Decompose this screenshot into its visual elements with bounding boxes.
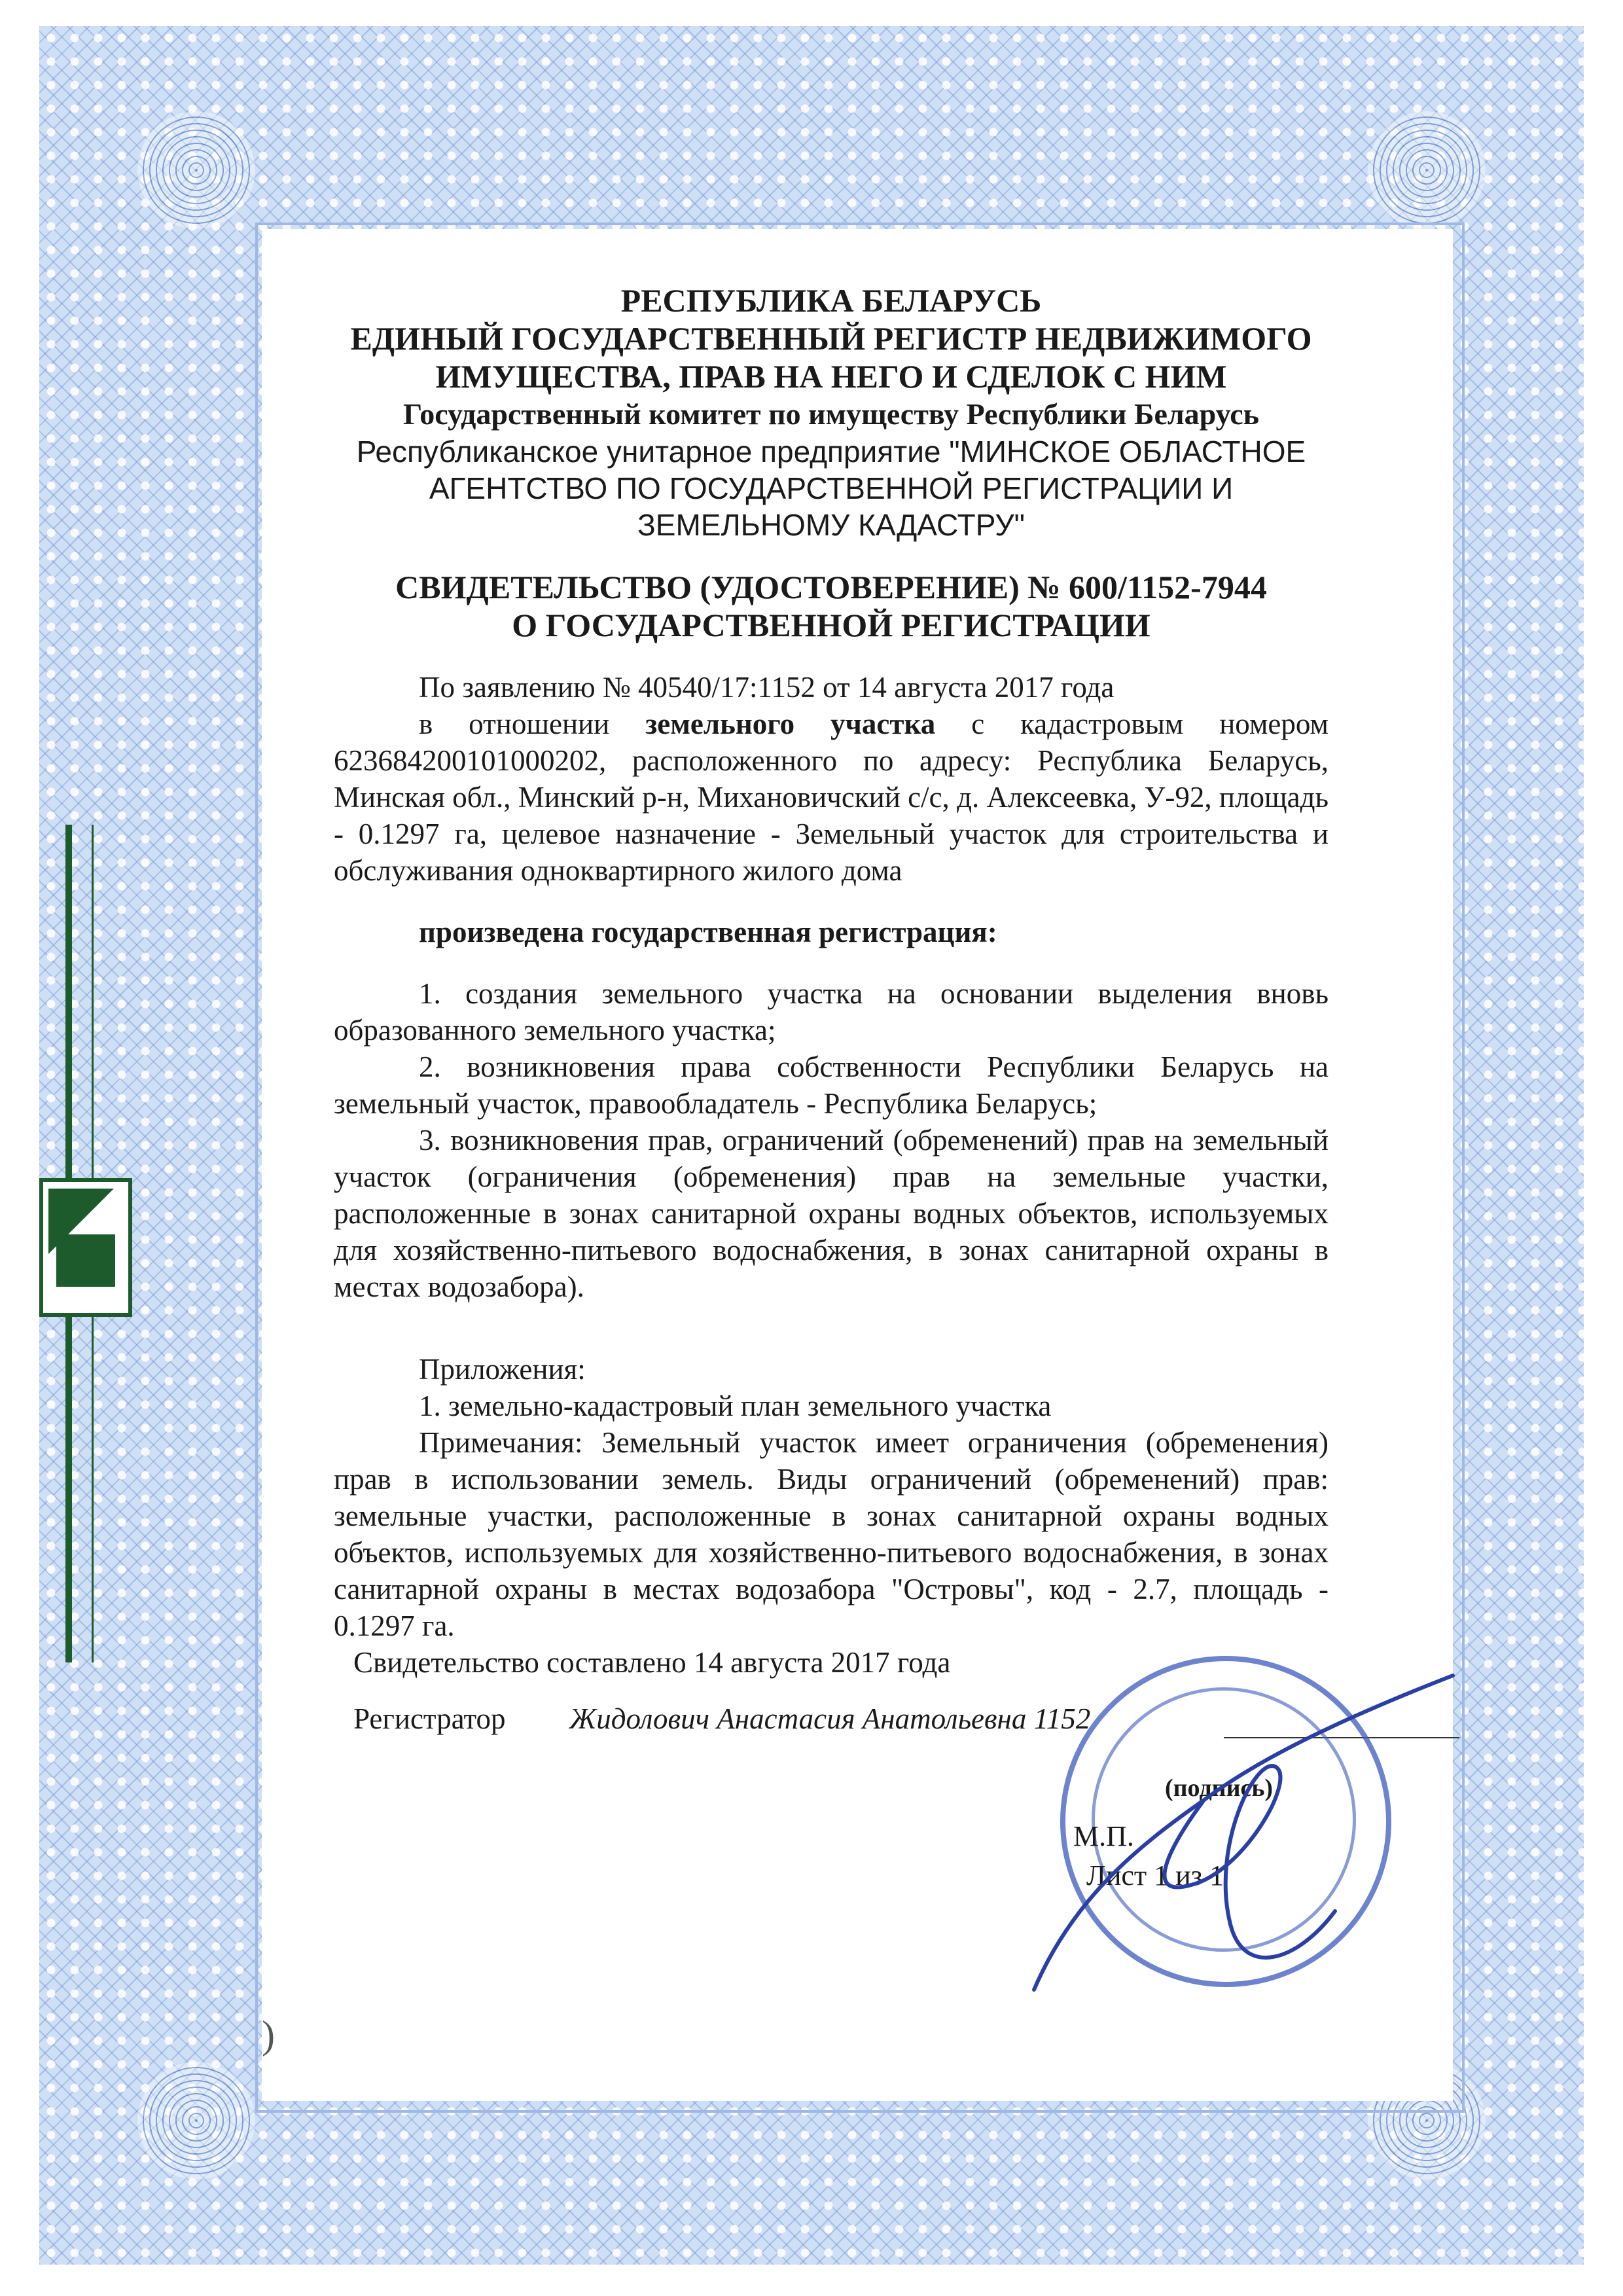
rosette-ornament: [137, 111, 255, 229]
object-paragraph: в отношении земельного участка с кадастровым номером 623684200101000202, расположенного по адресу: Республика Беларусь, Минская обл., Минский р-н, Михановичский с/с, д. Алексеевка, У-92, площадь - 0.1297 га, целевое назначение - Земельный участок для строительства и обслуживания одноквартирного жилого дома: [334, 708, 1329, 887]
registration-item: 2. возникновения права собственности Республики Беларусь на земельный участок, правообладатель - Республика Беларусь;: [334, 1050, 1329, 1120]
header-committee: Государственный комитет по имуществу Республики Беларусь: [403, 397, 1259, 431]
registrar-label: Регистратор: [353, 1702, 506, 1735]
attachments-label: Приложения:: [419, 1353, 586, 1386]
side-logo-strip: [0, 825, 94, 1662]
agency-logo-icon: [39, 1178, 132, 1317]
header-register-line2: ИМУЩЕСТВА, ПРАВ НА НЕГО И СДЕЛОК С НИМ: [435, 358, 1227, 395]
header-register-line1: ЕДИНЫЙ ГОСУДАРСТВЕННЫЙ РЕГИСТР НЕДВИЖИМОГО: [350, 320, 1312, 357]
certificate-title: СВИДЕТЕЛЬСТВО (УДОСТОВЕРЕНИЕ) № 600/1152-7944: [395, 569, 1267, 605]
issue-date-line: Свидетельство составлено 14 августа 2017 года: [353, 1646, 951, 1679]
seal-place-mark: М.П.: [1073, 1820, 1134, 1852]
rosette-ornament: [1368, 111, 1486, 229]
registered-heading: произведена государственная регистрация:: [419, 916, 997, 948]
application-line: По заявлению № 40540/17:1152 от 14 августа 2017 года: [419, 671, 1115, 704]
registration-item: 1. создания земельного участка на основании выделения вновь образованного земельного участка;: [334, 977, 1329, 1047]
margin-mark: ): [262, 2013, 275, 2056]
notes-paragraph: Примечания: Земельный участок имеет ограничения (обременения) прав в использовании земель. Виды ограничений (обременений) прав: земельные участки, расположенные в зонах санитарной охраны водных объектов, используемых для хозяйственно-питьевого водоснабжения, в зонах санитарной охраны в местах водозабора "Островы", код - 2.7, площадь - 0.1297 га.: [334, 1426, 1329, 1642]
registrar-name: Жидолович Анастасия Анатольевна 1152: [569, 1702, 1091, 1735]
header-agency-line1: Республиканское унитарное предприятие "МИНСКОЕ ОБЛАСТНОЕ: [356, 435, 1306, 469]
certificate-subtitle: О ГОСУДАРСТВЕННОЙ РЕГИСТРАЦИИ: [512, 607, 1150, 643]
signature-caption: (подпись): [1165, 1774, 1274, 1802]
header-agency-line3: ЗЕМЕЛЬНОМУ КАДАСТРУ": [637, 508, 1025, 542]
rosette-ornament: [137, 2062, 255, 2179]
certificate-body: [334, 281, 1329, 1746]
handwritten-signature: [995, 1649, 1466, 2016]
registration-item: 3. возникновения прав, ограничений (обременений) прав на земельный участок (ограничения (обременения) прав на земельные участки, расположенные в зонах санитарной охраны водных объектов, используемых для хозяйственно-питьевого водоснабжения, в зонах санитарной охраны в местах водозабора).: [334, 1124, 1329, 1303]
header-agency-line2: АГЕНТСТВО ПО ГОСУДАРСТВЕННОЙ РЕГИСТРАЦИИ И: [429, 471, 1234, 505]
attachment-item: 1. земельно-кадастровый план земельного участка: [419, 1390, 1052, 1422]
header-country: РЕСПУБЛИКА БЕЛАРУСЬ: [620, 282, 1042, 319]
sheet-info: Лист 1 из 1: [1086, 1859, 1224, 1892]
